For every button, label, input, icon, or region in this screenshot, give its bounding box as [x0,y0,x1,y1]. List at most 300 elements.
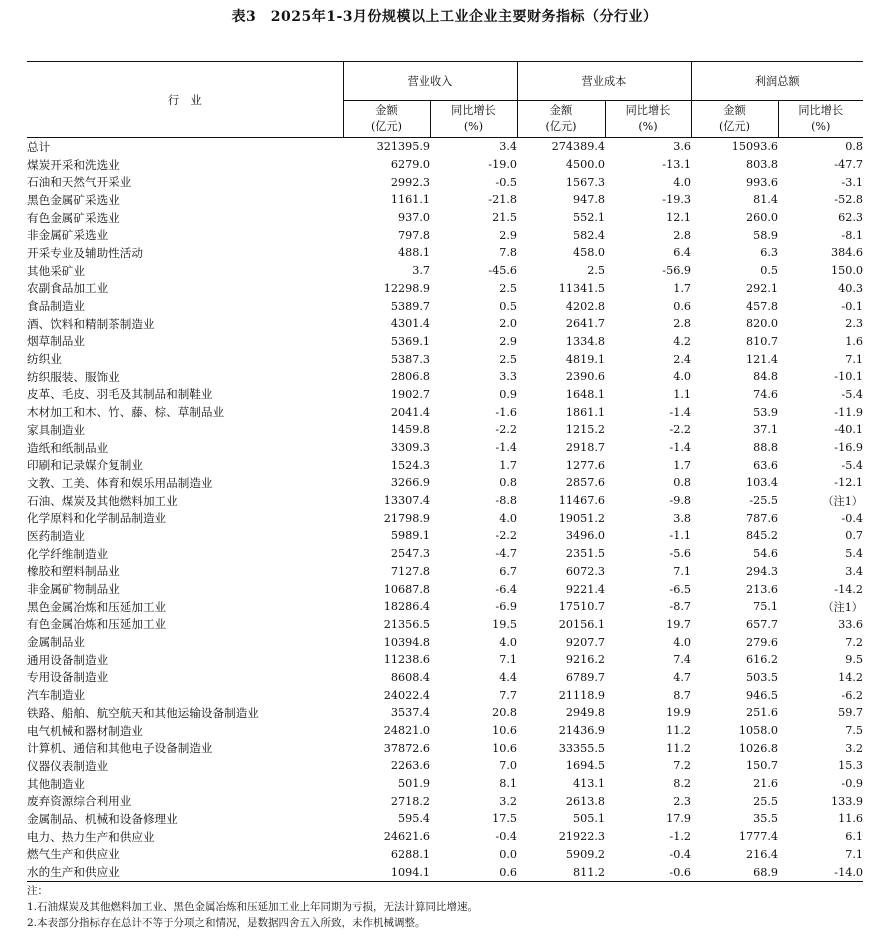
value-cell: -0.4 [841,511,863,525]
value-cell: 4202.8 [565,299,605,313]
industry-name: 烟草制品业 [27,334,85,349]
value-cell: 11.6 [838,812,863,826]
value-cell: 274389.4 [551,140,605,154]
growth-header [430,101,517,138]
value-cell: 11238.6 [383,653,430,667]
value-cell: 1648.1 [565,387,605,401]
industry-name: 石油、煤炭及其他燃料加工业 [27,493,178,508]
value-cell: 3.4 [499,140,517,154]
value-cell: 1058.0 [738,724,778,738]
amount-header-unit: (亿元) [545,120,577,133]
value-cell: 1215.2 [565,423,605,437]
value-cell: 4.4 [499,670,517,684]
value-cell: 279.6 [745,635,778,649]
value-cell: -3.1 [841,175,863,189]
value-cell: 1567.3 [565,175,605,189]
value-cell: -19.0 [488,158,517,172]
value-cell: 17.9 [666,812,691,826]
value-cell: -1.4 [669,405,691,419]
value-cell: 1277.6 [565,458,605,472]
value-cell: 5389.7 [390,299,430,313]
industry-name: 废弃资源综合利用业 [27,794,132,809]
value-cell: 5909.2 [565,847,605,861]
value-cell: 24821.0 [383,724,430,738]
table-row [27,739,863,757]
value-cell: 7.2 [673,759,691,773]
value-cell: -19.3 [662,193,691,207]
value-cell: -1.1 [669,529,691,543]
table-row [27,474,863,492]
value-cell: 1094.1 [343,863,430,881]
value-cell: 7.8 [499,246,517,260]
value-cell: 17510.7 [558,600,605,614]
industry-name: 其他制造业 [27,776,85,791]
value-cell: -1.4 [669,441,691,455]
amount-header-label: 金额 [375,104,398,117]
industry-name: 文教、工美、体育和娱乐用品制造业 [27,475,213,490]
value-cell: 457.8 [745,299,778,313]
industry-name: 黑色金属冶炼和压延加工业 [27,599,167,614]
value-cell: -0.4 [669,847,691,861]
value-cell: 7.2 [845,635,863,649]
value-cell: 20156.1 [558,617,605,631]
value-cell: -12.1 [834,476,863,490]
industry-name: 化学纤维制造业 [27,546,109,561]
value-cell: 59.7 [838,706,863,720]
table-row [27,191,863,209]
value-cell: 2613.8 [565,794,605,808]
value-cell: 10.6 [492,741,517,755]
value-cell: 103.4 [745,476,778,490]
amount-header-unit: (亿元) [370,120,403,133]
value-cell: 3.8 [673,511,691,525]
value-cell: 488.1 [397,246,430,260]
value-cell: -8.1 [841,228,863,242]
value-cell: 10687.8 [383,582,430,596]
value-cell: -2.2 [495,423,517,437]
table-row [27,545,863,563]
value-cell: 3.3 [499,370,517,384]
value-cell: 292.1 [745,281,778,295]
value-cell: 2.9 [499,228,517,242]
value-cell: -4.7 [495,547,517,561]
value-cell: -14.0 [778,863,863,881]
industry-name: 有色金属矿采选业 [27,210,120,225]
amount-header [343,101,430,138]
value-cell: 251.6 [745,706,778,720]
value-cell: 6789.7 [565,670,605,684]
value-cell: 3.2 [845,741,863,755]
value-cell: -11.9 [834,405,863,419]
value-cell: 384.6 [830,246,863,260]
value-cell: 4.0 [673,175,691,189]
value-cell: 25.5 [753,794,778,808]
value-cell: 4.7 [673,670,691,684]
value-cell: 4.0 [673,635,691,649]
value-cell: 0.8 [845,140,863,154]
industry-name: 水的生产和供应业 [27,863,343,881]
value-cell: 947.8 [572,193,605,207]
value-cell: 7127.8 [390,564,430,578]
table-row [27,403,863,421]
table-row [27,651,863,669]
table-row [27,563,863,581]
value-cell: 1.7 [673,281,691,295]
value-cell: 2041.4 [390,405,430,419]
value-cell: 9.5 [845,653,863,667]
value-cell: 321395.9 [376,140,430,154]
value-cell: 2641.7 [565,317,605,331]
value-cell: 7.1 [845,847,863,861]
value-cell: 8.2 [673,777,691,791]
value-cell: （注1） [822,600,863,614]
industry-name: 汽车制造业 [27,688,85,703]
value-cell: 1161.1 [390,193,430,207]
value-cell: -10.1 [834,370,863,384]
value-cell: 10.6 [492,724,517,738]
value-cell: 18286.4 [383,600,430,614]
table-row [27,669,863,687]
industry-name: 橡胶和塑料制品业 [27,564,120,579]
value-cell: 0.8 [499,476,517,490]
table-row [27,173,863,191]
growth-header-unit: (%) [811,120,831,133]
value-cell: 1694.5 [565,759,605,773]
value-cell: 787.6 [745,511,778,525]
value-cell: 1861.1 [565,405,605,419]
industry-name: 纺织服装、服饰业 [27,369,120,384]
table-row [27,209,863,227]
value-cell: 12.1 [666,211,691,225]
value-cell: 6.3 [760,246,778,260]
value-cell: 15.3 [838,759,863,773]
value-cell: 2.5 [587,264,605,278]
industry-name: 仪器仪表制造业 [27,758,109,773]
table-row [27,722,863,740]
value-cell: 4.0 [499,511,517,525]
industry-name: 通用设备制造业 [27,652,109,667]
value-cell: 21922.3 [558,830,605,844]
value-cell: -0.9 [841,777,863,791]
value-cell: 21798.9 [383,511,430,525]
value-cell: 2.4 [673,352,691,366]
note-2: 2.本表部分指标存在总计不等于分项之和情况，是数据四舍五入所致，未作机械调整。 [27,917,426,929]
value-cell: 19051.2 [558,511,605,525]
value-cell: 21436.9 [558,724,605,738]
value-cell: 216.4 [745,847,778,861]
value-cell: 2857.6 [565,476,605,490]
table-row [27,846,863,864]
value-cell: 53.9 [753,405,778,419]
value-cell: 1334.8 [565,334,605,348]
value-cell: 7.5 [845,724,863,738]
value-cell: 582.4 [572,228,605,242]
value-cell: 2390.6 [565,370,605,384]
industry-name: 木材加工和木、竹、藤、棕、草制品业 [27,405,225,420]
value-cell: -40.1 [834,423,863,437]
value-cell: -6.4 [495,582,517,596]
table-row [27,492,863,510]
value-cell: 657.7 [745,617,778,631]
table-row [27,315,863,333]
value-cell: 2263.6 [390,759,430,773]
value-cell: 2718.2 [390,794,430,808]
table-row [27,439,863,457]
industry-name: 化学原料和化学制品制造业 [27,511,167,526]
value-cell: 9221.4 [565,582,605,596]
value-cell: 3309.3 [390,441,430,455]
value-cell: 845.2 [745,529,778,543]
value-cell: 810.7 [745,334,778,348]
growth-header [778,101,863,138]
industry-name: 电气机械和器材制造业 [27,723,143,738]
table-row [27,863,863,881]
value-cell: 10394.8 [383,635,430,649]
value-cell: 937.0 [397,211,430,225]
value-cell: 1.1 [673,387,691,401]
value-cell: 62.3 [838,211,863,225]
value-cell: 3.2 [499,794,517,808]
table-row [27,616,863,634]
value-cell: 2.3 [845,317,863,331]
value-cell: 2.5 [499,352,517,366]
table-row [27,509,863,527]
value-cell: 3537.4 [390,706,430,720]
value-cell: 6.7 [499,564,517,578]
value-cell: 21118.9 [558,688,605,702]
table-title: 表3 2025年1-3月份规模以上工业企业主要财务指标（分行业） [231,9,658,25]
value-cell: 1.7 [673,458,691,472]
value-cell: 5.4 [845,547,863,561]
value-cell: 11.2 [666,741,691,755]
value-cell: 2.8 [673,228,691,242]
table-row [27,686,863,704]
value-cell: 6279.0 [390,158,430,172]
value-cell: 6.4 [673,246,691,260]
value-cell: 458.0 [572,246,605,260]
value-cell: 3266.9 [390,476,430,490]
value-cell: 2547.3 [390,547,430,561]
industry-name: 专用设备制造业 [27,670,109,685]
value-cell: 33.6 [838,617,863,631]
value-cell: 5369.1 [390,334,430,348]
value-cell: 1.6 [845,334,863,348]
value-cell: 503.5 [745,670,778,684]
amount-header-label: 金额 [723,104,746,117]
value-cell: 88.8 [753,441,778,455]
value-cell: 54.6 [753,547,778,561]
value-cell: 5387.3 [390,352,430,366]
value-cell: 3.6 [673,140,691,154]
value-cell: 6288.1 [390,847,430,861]
value-cell: 552.1 [572,211,605,225]
value-cell: 133.9 [830,794,863,808]
table-row [27,244,863,262]
value-cell: 11467.6 [558,494,605,508]
value-cell: 0.8 [673,476,691,490]
table-row [27,350,863,368]
financial-indicators-table [27,61,863,882]
value-cell: 2918.7 [565,441,605,455]
value-cell: 63.6 [753,458,778,472]
industry-name: 黑色金属矿采选业 [27,192,120,207]
value-cell: 993.6 [745,175,778,189]
value-cell: 17.5 [492,812,517,826]
amount-header-unit: (亿元) [718,120,751,133]
value-cell: 20.8 [492,706,517,720]
industry-name: 计算机、通信和其他电子设备制造业 [27,741,213,756]
value-cell: -21.8 [488,193,517,207]
industry-name: 造纸和纸制品业 [27,440,109,455]
value-cell: 19.9 [666,706,691,720]
growth-header [605,101,691,138]
value-cell: 5989.1 [390,529,430,543]
value-cell: -9.8 [669,494,691,508]
industry-name: 食品制造业 [27,299,85,314]
table-row [27,580,863,598]
value-cell: 13307.4 [383,494,430,508]
value-cell: 15093.6 [731,140,778,154]
value-cell: 294.3 [745,564,778,578]
industry-header: 行 业 [27,62,343,138]
value-cell: 150.0 [830,264,863,278]
value-cell: -5.6 [669,547,691,561]
value-cell: 150.7 [745,759,778,773]
value-cell: 501.9 [397,777,430,791]
value-cell: -0.4 [495,830,517,844]
table-row [27,757,863,775]
value-cell: 4500.0 [565,158,605,172]
value-cell: 4301.4 [390,317,430,331]
value-cell: -45.6 [488,264,517,278]
value-cell: 68.9 [691,863,778,881]
value-cell: -5.4 [841,458,863,472]
value-cell: 0.9 [499,387,517,401]
note-1: 1.石油煤炭及其他燃料加工业、黑色金属冶炼和压延加工业上年同期为亏损，无法计算同比增速。 [27,901,479,913]
profit-header: 利润总额 [691,62,863,101]
value-cell: 0.5 [499,299,517,313]
value-cell: 0.6 [673,299,691,313]
industry-name: 铁路、船舶、航空航天和其他运输设备制造业 [27,705,259,720]
value-cell: 33355.5 [558,741,605,755]
value-cell: 7.1 [499,653,517,667]
table-row [27,368,863,386]
value-cell: 1.7 [499,458,517,472]
growth-header-unit: (%) [463,120,484,133]
value-cell: 37872.6 [383,741,430,755]
value-cell: -2.2 [495,529,517,543]
value-cell: -0.6 [605,863,691,881]
value-cell: 820.0 [745,317,778,331]
value-cell: 3.4 [845,564,863,578]
value-cell: 1026.8 [738,741,778,755]
value-cell: 2992.3 [390,175,430,189]
table-row [27,598,863,616]
growth-header-label: 同比增长 [451,104,496,117]
value-cell: 74.6 [753,387,778,401]
value-cell: 3.7 [412,264,430,278]
value-cell: 811.2 [517,863,605,881]
industry-name: 总计 [27,139,51,154]
growth-header-label: 同比增长 [798,104,844,117]
value-cell: -6.9 [495,600,517,614]
growth-header-unit: (%) [638,120,658,133]
value-cell: 1777.4 [738,830,778,844]
value-cell: 7.4 [673,653,691,667]
value-cell: 1902.7 [390,387,430,401]
industry-name: 电力、热力生产和供应业 [27,829,155,844]
value-cell: -52.8 [834,193,863,207]
value-cell: -5.4 [841,387,863,401]
value-cell: 58.9 [753,228,778,242]
value-cell: 81.4 [753,193,778,207]
table-row [27,792,863,810]
value-cell: 213.6 [745,582,778,596]
value-cell: -0.5 [495,175,517,189]
cost-header: 营业成本 [517,62,691,101]
value-cell: 8.7 [673,688,691,702]
table-row [27,704,863,722]
value-cell: 797.8 [397,228,430,242]
industry-name: 家具制造业 [27,422,85,437]
industry-name: 印刷和记录媒介复制业 [27,458,143,473]
value-cell: 505.1 [572,812,605,826]
industry-name: 燃气生产和供应业 [27,847,120,862]
value-cell: -0.1 [841,299,863,313]
value-cell: 2.3 [673,794,691,808]
value-cell: 1459.8 [390,423,430,437]
value-cell: 7.1 [845,352,863,366]
value-cell: 4.0 [499,635,517,649]
value-cell: -47.7 [834,158,863,172]
value-cell: 2806.8 [390,370,430,384]
value-cell: -1.6 [495,405,517,419]
table-row [27,775,863,793]
value-cell: 24022.4 [383,688,430,702]
value-cell: 40.3 [838,281,863,295]
value-cell: 260.0 [745,211,778,225]
table-row [27,297,863,315]
value-cell: 0.0 [499,847,517,861]
table-row [27,386,863,404]
value-cell: 0.5 [760,264,778,278]
revenue-header: 营业收入 [343,62,517,101]
table-row [27,333,863,351]
value-cell: -6.5 [669,582,691,596]
table-row [27,527,863,545]
value-cell: 84.8 [753,370,778,384]
industry-name: 石油和天然气开采业 [27,175,132,190]
value-cell: 35.5 [753,812,778,826]
value-cell: -1.2 [669,830,691,844]
value-cell: 12298.9 [383,281,430,295]
table-row [27,280,863,298]
value-cell: 4819.1 [565,352,605,366]
table-row [27,633,863,651]
value-cell: -56.9 [662,264,691,278]
value-cell: 616.2 [745,653,778,667]
value-cell: 7.7 [499,688,517,702]
value-cell: 11.2 [666,724,691,738]
industry-name: 煤炭开采和洗选业 [27,157,120,172]
value-cell: 3496.0 [565,529,605,543]
value-cell: 11341.5 [558,281,605,295]
industry-name: 非金属矿物制品业 [27,582,120,597]
value-cell: -16.9 [834,441,863,455]
value-cell: -2.2 [669,423,691,437]
value-cell: 595.4 [397,812,430,826]
notes-label: 注： [27,885,48,897]
